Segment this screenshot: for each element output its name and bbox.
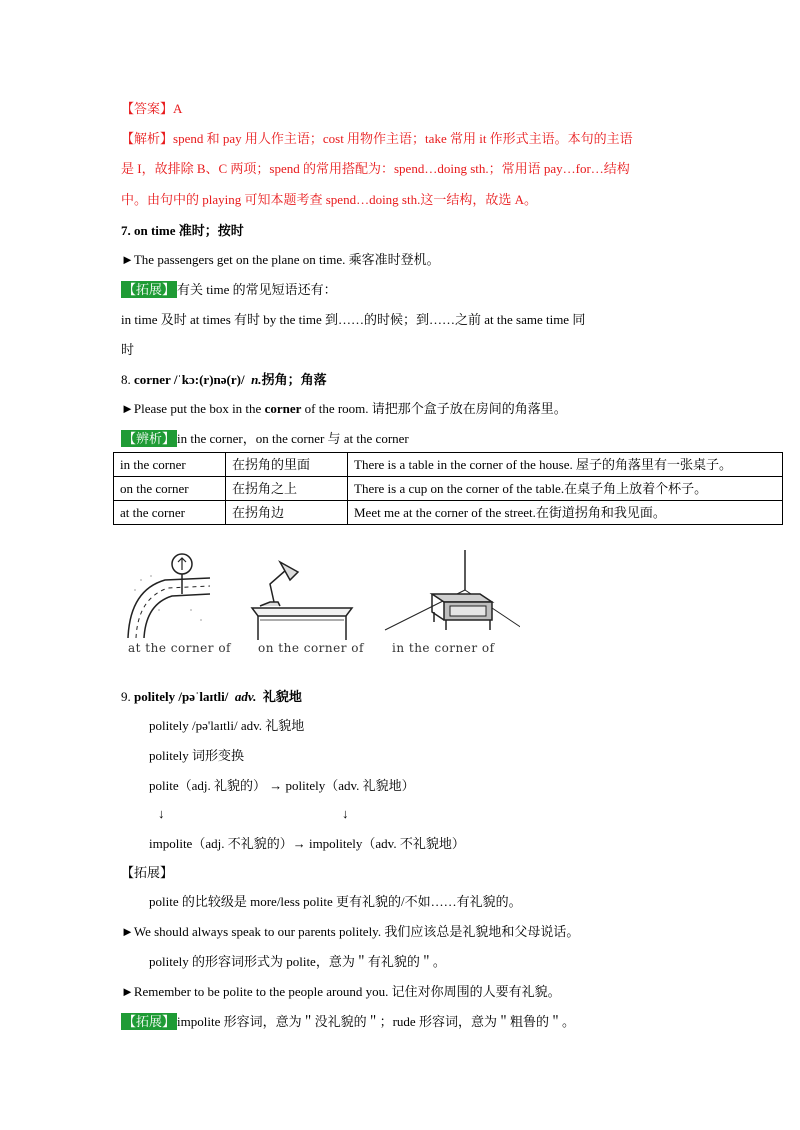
item9-sub-3: polite（adj. 礼貌的） → politely（adv. 礼貌地） (149, 778, 415, 793)
table-row (114, 501, 783, 525)
item8-discrimination: 【辨析】 in the corner，on the corner 与 at the corner (123, 431, 409, 446)
item9-sub-4: impolite（adj. 不礼貌的）→ impolitely（adv. 不礼貌地） (149, 836, 465, 851)
cabinet-corner-illustration (385, 550, 520, 630)
caption-on-the-corner: on the corner of (258, 641, 364, 655)
item8-meaning: 拐角；角落 (261, 372, 327, 387)
item9-sub-1: politely /pə'laɪtli/ adv. 礼貌地 (149, 718, 305, 733)
analysis-line-3: 中。由句中的 playing 可知本题考查 spend…doing sth.这一结构，故选 A。 (121, 192, 537, 207)
item9-extension-3: 【拓展】 impolite 形容词，意为＂没礼貌的＂；rude 形容词，意为＂粗鲁的＂。 (123, 1014, 575, 1029)
item9-pos: adv. (234, 689, 257, 704)
discrimination-tag: 【辨析】 (123, 431, 176, 446)
answer-label: 【答案】 (121, 101, 174, 116)
item9-meaning: 礼貌地 (262, 689, 302, 704)
answer-line (121, 100, 182, 118)
table-cell: 在拐角之上 (226, 477, 348, 501)
item9-example-1: ►We should always speak to our parents politely. 我们应该总是礼貌地和父母说话。 (121, 924, 580, 939)
caption-at-the-corner: at the corner of (128, 641, 231, 655)
item8-pos: n. (251, 372, 262, 387)
item8-example: ►Please put the box in the corner of the room. 请把那个盒子放在房间的角落里。 (121, 401, 567, 416)
table-cell: 在拐角边 (226, 501, 348, 525)
item7-heading: 7. on time 准时；按时 (121, 223, 244, 238)
extension-tag: 【拓展】 (123, 282, 176, 297)
item7-phrases-2: 时 (121, 342, 135, 357)
table-cell: in the corner (114, 453, 226, 477)
analysis-line-2: 是 I，故排除 B、C 两项；spend 的常用搭配为：spend…doing sth.；常用语 pay…for…结构 (121, 161, 630, 176)
table-cell: on the corner (114, 477, 226, 501)
item9-extension-2: politely 的形容词形式为 polite，意为＂有礼貌的＂。 (149, 954, 446, 969)
table-row (114, 453, 783, 477)
item9-word: politely /pəˈlaɪtli/ (134, 689, 229, 704)
analysis-label: 【解析】 (121, 131, 174, 146)
item7-extension: 【拓展】 有关 time 的常见短语还有： (123, 282, 337, 297)
corner-comparison-table (113, 452, 783, 525)
down-arrow-icon: ↓ (158, 806, 165, 821)
item9-example-2: ►Remember to be polite to the people around you. 记住对你周围的人要有礼貌。 (121, 984, 561, 999)
answer-value: A (173, 101, 183, 116)
road-corner-illustration (128, 554, 210, 638)
item9-heading: 9. politely /pəˈlaɪtli/ adv. 礼貌地 (121, 689, 302, 704)
item7-phrases-1: in time 及时 at times 有时 by the time 到……的时候；到……之前 at the same time 同 (121, 312, 586, 327)
table-row (114, 477, 783, 501)
extension-tag: 【拓展】 (123, 1014, 176, 1029)
caption-in-the-corner: in the corner of (392, 641, 495, 655)
item7-example: ►The passengers get on the plane on time. 乘客准时登机。 (121, 252, 440, 267)
table-cell: Meet me at the corner of the street.在街道拐角和我见面。 (348, 501, 783, 525)
item8-heading: 8. corner /ˈkɔ:(r)nə(r)/ n.拐角；角落 (121, 372, 327, 387)
down-arrow-icon: ↓ (342, 806, 349, 821)
table-cell: There is a table in the corner of the house. 屋子的角落里有一张桌子。 (348, 453, 783, 477)
item9-extension-1: polite 的比较级是 more/less polite 更有礼貌的/不如……有礼貌的。 (149, 894, 522, 909)
item9-extension-label: 【拓展】 (121, 865, 174, 880)
analysis-line-1: 【解析】spend 和 pay 用人作主语；cost 用物作主语；take 常用 it 作形式主语。本句的主语 (121, 131, 633, 146)
item9-sub-2: politely 词形变换 (149, 748, 244, 763)
table-cell: There is a cup on the corner of the table.在桌子角上放着个杯子。 (348, 477, 783, 501)
table-cell: 在拐角的里面 (226, 453, 348, 477)
desk-lamp-illustration (252, 562, 352, 640)
table-cell: at the corner (114, 501, 226, 525)
item8-word: corner /ˈkɔ:(r)nə(r)/ (134, 372, 245, 387)
